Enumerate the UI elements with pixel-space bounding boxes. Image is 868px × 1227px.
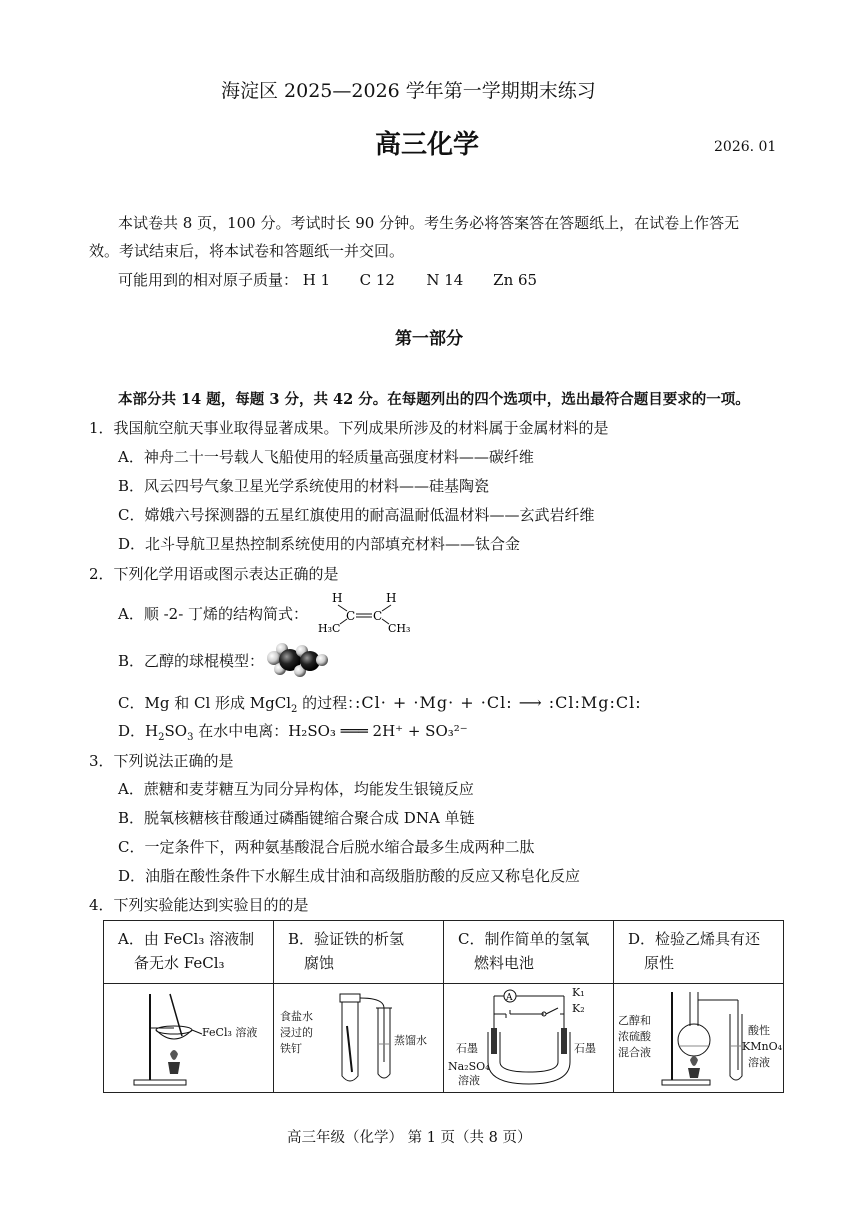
struct-h-right: H	[386, 591, 397, 605]
q4-header-d	[614, 921, 784, 984]
mass-h: H 1	[302, 271, 331, 289]
q4-a-line1: A．由 FeCl₃ 溶液制	[118, 930, 255, 948]
instructions-line2: 效。考试结束后，将本试卷和答题纸一并交回。	[89, 242, 405, 260]
q4-a-line2: 备无水 FeCl₃	[134, 954, 225, 972]
q1-option-b: B．风云四号气象卫星光学系统使用的材料——硅基陶瓷	[118, 477, 490, 495]
q4-experiment-table	[103, 920, 784, 1093]
label-fecl3-solution: FeCl₃ 溶液	[202, 1026, 258, 1039]
struct-h-left: H	[332, 591, 343, 605]
q2-c-suffix: 的过程：	[297, 694, 363, 712]
label-kmno4-solution: 溶液	[748, 1056, 770, 1069]
atomic-mass-label: 可能用到的相对原子质量：	[118, 271, 299, 289]
q3-option-a: A．蔗糖和麦芽糖互为同分异构体，均能发生银镜反应	[118, 780, 474, 798]
q3-option-b: B．脱氧核糖核苷酸通过磷酯键缩合聚合成 DNA 单链	[118, 809, 475, 827]
q4-header-a	[104, 921, 274, 984]
q4-b-line1: B．验证铁的析氢	[288, 930, 405, 948]
q4-d-line1: D．检验乙烯具有还	[628, 930, 761, 948]
label-graphite-left: 石墨	[456, 1042, 478, 1055]
q2-c-prefix: C．Mg 和 Cl 形成 MgCl	[118, 694, 292, 712]
label-ethanol-mix-2: 浓硫酸	[618, 1030, 651, 1043]
q4-figure-d	[614, 984, 784, 1093]
label-ethanol-mix-1: 乙醇和	[618, 1014, 651, 1027]
atomic-masses	[118, 269, 537, 291]
q1-option-c: C．嫦娥六号探测器的五星红旗使用的耐高温耐低温材料——玄武岩纤维	[118, 506, 595, 524]
q2-option-c: C．Mg 和 Cl 形成 MgCl$_2$ 的过程：	[118, 694, 363, 715]
q2-c-equation: :Cl· + ·Mg· + ·Cl: ⟶ :Cl:Mg:Cl:	[355, 693, 642, 712]
q4-figure-c	[444, 984, 614, 1093]
instructions-line1: 本试卷共 8 页，100 分。考试时长 90 分钟。考生务必将答案答在答题纸上，在试卷上作答无	[118, 214, 740, 232]
exam-title: 海淀区 2025—2026 学年第一学期期末练习	[221, 80, 596, 102]
mass-n: N 14	[426, 271, 464, 289]
label-salt-water-2: 浸过的	[280, 1026, 313, 1039]
struct-ch3-right: CH₃	[388, 622, 411, 635]
label-salt-water-1: 食盐水	[280, 1010, 313, 1023]
part1-intro: 本部分共 14 题，每题 3 分，共 42 分。在每题列出的四个选项中，选出最符合题目要求的一项。	[118, 391, 750, 408]
q1-stem: 1．我国航空航天事业取得显著成果。下列成果所涉及的材料属于金属材料的是	[89, 419, 609, 437]
label-k1: K₁	[572, 986, 585, 999]
q1-option-d: D．北斗导航卫星热控制系统使用的内部填充材料——钛合金	[118, 535, 521, 553]
struct-c-left: C	[346, 609, 356, 623]
q4-stem: 4．下列实验能达到实验目的的是	[89, 896, 309, 914]
struct-ch3-left: H₃C	[318, 622, 341, 635]
label-graphite-right: 石墨	[574, 1042, 596, 1055]
mass-c: C 12	[359, 271, 395, 289]
label-ethanol-mix-3: 混合液	[618, 1046, 651, 1059]
label-kmno4: KMnO₄	[742, 1040, 782, 1053]
q2-d-prefix: D．H	[118, 722, 159, 740]
q2-option-a: A．顺 -2- 丁烯的结构简式：	[118, 605, 309, 623]
q3-stem: 3．下列说法正确的是	[89, 752, 234, 770]
q4-header-b	[274, 921, 444, 984]
label-iron-nail: 铁钉	[280, 1042, 302, 1055]
cis-2-butene-structure	[316, 588, 416, 638]
q2-option-d: D．$H_2SO_3$ 在水中电离：H₂SO₃ ═══ 2H⁺ + SO₃²⁻	[118, 722, 468, 743]
q4-c-line2: 燃料电池	[474, 954, 535, 972]
q4-figure-a	[104, 984, 274, 1093]
q4-figure-b	[274, 984, 444, 1093]
page-footer: 高三年级（化学） 第 1 页（共 8 页）	[287, 1130, 532, 1146]
q4-d-line2: 原性	[644, 954, 675, 972]
q4-header-c	[444, 921, 614, 984]
q3-option-c: C．一定条件下，两种氨基酸混合后脱水缩合最多生成两种二肽	[118, 838, 535, 856]
q4-c-line1: C．制作简单的氢氧	[458, 930, 590, 948]
mass-zn: Zn 65	[493, 271, 538, 289]
label-acidic: 酸性	[748, 1024, 770, 1037]
q1-option-a: A．神舟二十一号载人飞船使用的轻质量高强度材料——碳纤维	[118, 448, 534, 466]
q2-stem: 2．下列化学用语或图示表达正确的是	[89, 565, 339, 583]
ammeter-symbol: A	[506, 993, 513, 1003]
q2-d-rest: 在水中电离：	[193, 722, 289, 740]
ethanol-ball-model-icon	[262, 640, 332, 680]
struct-c-right: C	[373, 609, 383, 623]
q2-option-b: B．乙醇的球棍模型：	[118, 652, 265, 670]
label-k2: K₂	[572, 1002, 585, 1015]
label-na2so4: Na₂SO₄	[448, 1060, 490, 1073]
part1-title: 第一部分	[395, 329, 463, 349]
q2-d-equation: H₂SO₃ ═══ 2H⁺ + SO₃²⁻	[288, 722, 468, 740]
label-distilled-water: 蒸馏水	[394, 1034, 427, 1047]
q4-b-line2: 腐蚀	[304, 954, 335, 972]
subject-title: 高三化学	[375, 130, 480, 160]
q2-d-mid: SO	[164, 722, 188, 740]
q3-option-d: D．油脂在酸性条件下水解生成甘油和高级脂肪酸的反应又称皂化反应	[118, 867, 581, 885]
exam-date: 2026. 01	[714, 139, 777, 155]
label-solution: 溶液	[458, 1074, 480, 1087]
